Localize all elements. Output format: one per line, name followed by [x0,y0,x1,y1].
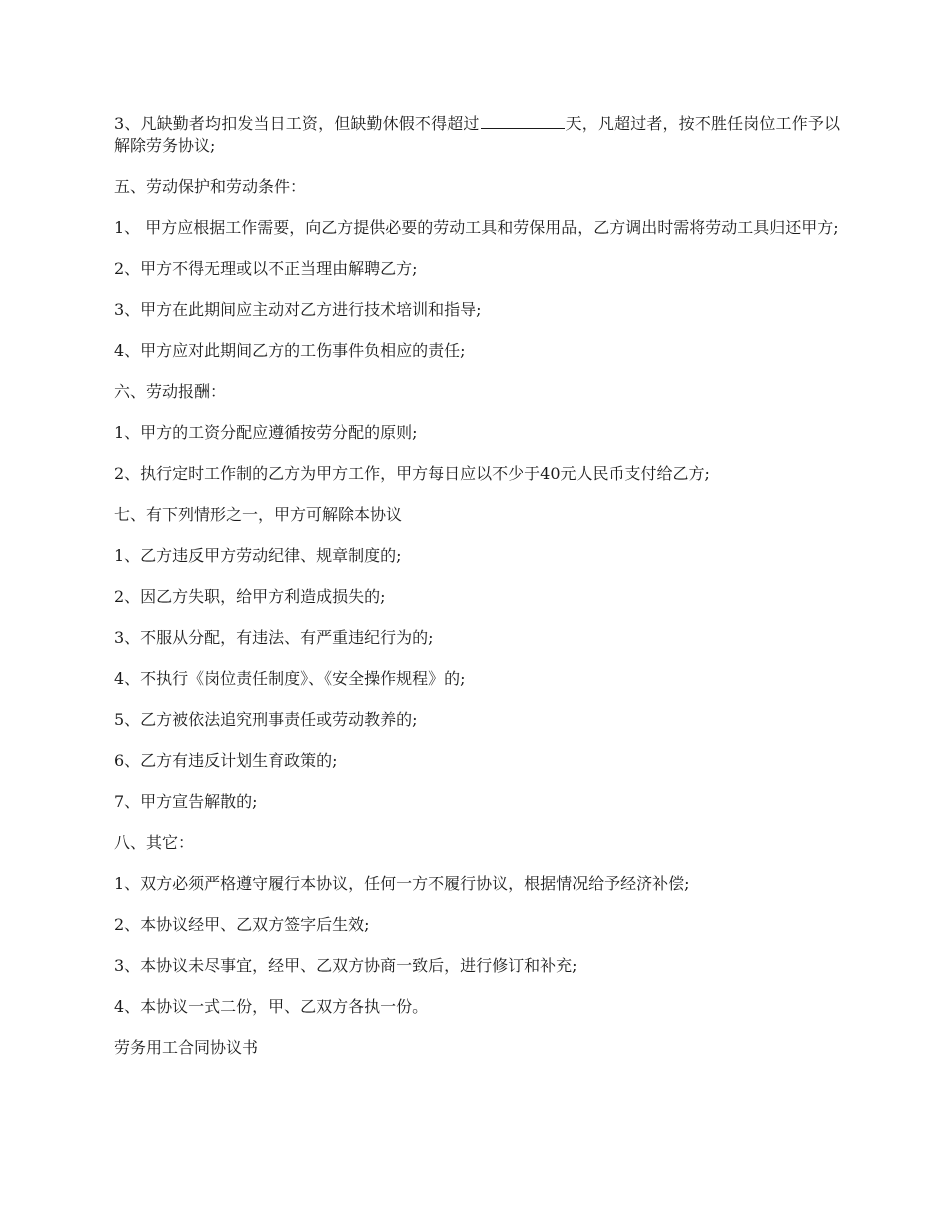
clause-termination-1: 1、乙方违反甲方劳动纪律、规章制度的; [114,546,402,565]
section-heading-termination: 七、有下列情形之一，甲方可解除本协议 [114,505,403,524]
document-title-trailer: 劳务用工合同协议书 [114,1038,259,1057]
section-heading-other: 八、其它： [114,833,195,852]
section-heading-labor-protection: 五、劳动保护和劳动条件： [114,177,307,196]
clause-termination-5: 5、乙方被依法追究刑事责任或劳动教养的; [114,710,418,729]
fill-in-blank [481,112,565,129]
document-body [114,112,840,1078]
clause-other-3: 3、本协议未尽事宜，经甲、乙双方协商一致后，进行修订和补充; [114,956,578,975]
clause-no-unjust-dismissal: 2、甲方不得无理或以不正当理由解聘乙方; [114,259,418,278]
clause-tools-provision: 1、 甲方应根据工作需要，向乙方提供必要的劳动工具和劳保用品，乙方调出时需将劳动工具归还甲方; [114,218,839,237]
clause-termination-2: 2、因乙方失职，给甲方利造成损失的; [114,587,386,606]
clause-text-after-blank: 天，凡超过者，按不胜任岗位工作予以解除劳务协议; [114,114,840,155]
clause-termination-4: 4、不执行《岗位责任制度》、《安全操作规程》的; [114,669,466,688]
clause-termination-7: 7、甲方宣告解散的; [114,792,258,811]
clause-termination-3: 3、不服从分配，有违法、有严重违纪行为的; [114,628,434,647]
clause-other-4: 4、本协议一式二份，甲、乙双方各执一份。 [114,997,429,1016]
clause-termination-6: 6、乙方有违反计划生育政策的; [114,751,338,770]
clause-distribution-principle: 1、甲方的工资分配应遵循按劳分配的原则; [114,423,418,442]
section-heading-remuneration: 六、劳动报酬： [114,382,227,401]
clause-other-1: 1、双方必须严格遵守履行本协议，任何一方不履行协议，根据情况给予经济补偿; [114,874,690,893]
clause-absence-deduction [114,112,840,157]
clause-daily-wage: 2、执行定时工作制的乙方为甲方工作，甲方每日应以不少于40元人民币支付给乙方; [114,464,710,483]
clause-training: 3、甲方在此期间应主动对乙方进行技术培训和指导; [114,300,482,319]
clause-other-2: 2、本协议经甲、乙双方签字后生效; [114,915,370,934]
clause-injury-responsibility: 4、甲方应对此期间乙方的工伤事件负相应的责任; [114,341,466,360]
clause-text-before-blank: 3、凡缺勤者均扣发当日工资，但缺勤休假不得超过 [114,114,480,133]
